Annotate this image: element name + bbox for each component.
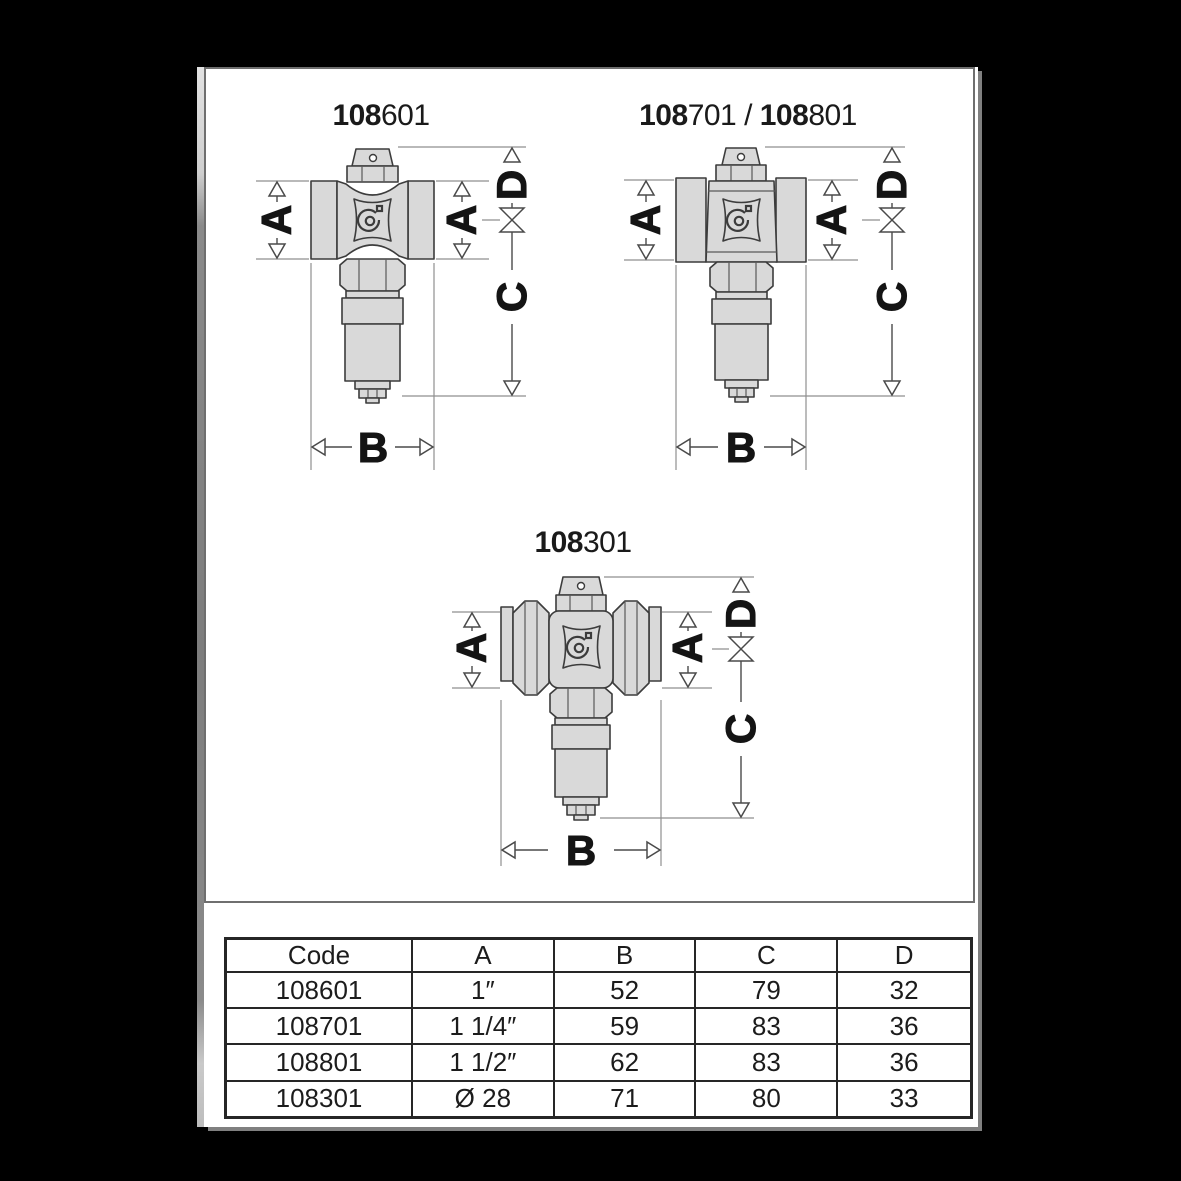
- bottom-nut: [729, 388, 754, 397]
- stem-nut: [347, 166, 398, 182]
- cartridge-cylinder: [555, 749, 607, 797]
- bottom-plate: [355, 381, 390, 389]
- drawing-title-108701-108801: 108701 / 108801: [639, 99, 857, 132]
- dim-label-a-right: A: [664, 632, 711, 664]
- stem-nut: [556, 595, 606, 611]
- table-row: [226, 1008, 972, 1044]
- logo-badge: [354, 199, 391, 241]
- bottom-nut: [567, 805, 595, 815]
- cell-c: 80: [695, 1081, 837, 1118]
- dim-label-c: C: [717, 713, 764, 745]
- cell-a: Ø 28: [412, 1081, 554, 1118]
- left-end-ring: [501, 607, 513, 681]
- dim-label-a-left: A: [448, 632, 495, 664]
- dimension-table: [224, 937, 973, 1119]
- right-end-ring: [649, 607, 661, 681]
- table-row: [226, 1044, 972, 1080]
- cell-b: 59: [554, 1008, 696, 1044]
- left-threaded-connection: [311, 181, 337, 259]
- valve-symbol-icon: [880, 208, 904, 232]
- stem-hole: [578, 583, 585, 590]
- right-threaded-connection: [408, 181, 434, 259]
- table-header-row: [226, 939, 972, 973]
- cell-code: 108301: [226, 1081, 413, 1118]
- cartridge-upper: [712, 299, 771, 324]
- cartridge-upper: [342, 298, 403, 324]
- valve-body: [501, 577, 661, 820]
- drawing-title-108301: 108301: [534, 526, 632, 559]
- stem-hole: [738, 154, 745, 161]
- union-nut: [550, 688, 612, 718]
- valve-symbol-icon: [729, 637, 753, 661]
- dim-label-a-right: A: [808, 204, 855, 236]
- cell-a: 1 1/4″: [412, 1008, 554, 1044]
- dim-label-b: B: [565, 827, 597, 874]
- table-row: [226, 1081, 972, 1118]
- header-b: B: [554, 939, 696, 973]
- valve-drawing-108701-108801: [622, 99, 915, 471]
- stem-nut: [716, 165, 766, 181]
- dim-label-a-left: A: [253, 204, 300, 236]
- bottom-nut: [359, 389, 386, 398]
- header-code: Code: [226, 939, 413, 973]
- cell-code: 108601: [226, 972, 413, 1008]
- bottom-plate: [725, 380, 758, 388]
- cell-code: 108801: [226, 1044, 413, 1080]
- cartridge-upper: [552, 725, 610, 749]
- cell-c: 79: [695, 972, 837, 1008]
- dim-label-c: C: [868, 281, 915, 313]
- header-a: A: [412, 939, 554, 973]
- union-nut: [710, 262, 773, 292]
- valve-body: [676, 148, 806, 402]
- dim-label-a-right: A: [438, 204, 485, 236]
- cell-b: 71: [554, 1081, 696, 1118]
- cartridge-cylinder: [715, 324, 768, 380]
- collar: [716, 292, 767, 299]
- right-threaded-connection: [776, 178, 806, 262]
- cell-d: 32: [837, 972, 971, 1008]
- bottom-tip: [574, 815, 588, 820]
- stem-hole: [370, 155, 377, 162]
- cell-d: 36: [837, 1008, 971, 1044]
- left-threaded-connection: [676, 178, 706, 262]
- cell-c: 83: [695, 1008, 837, 1044]
- cell-d: 33: [837, 1081, 971, 1118]
- bottom-plate: [563, 797, 599, 805]
- dim-label-c: C: [488, 281, 535, 313]
- logo-badge: [563, 626, 600, 668]
- dim-label-a-left: A: [622, 204, 669, 236]
- table-row: [226, 972, 972, 1008]
- dim-label-d: D: [488, 169, 535, 201]
- valve-symbol-icon: [500, 208, 524, 232]
- cell-d: 36: [837, 1044, 971, 1080]
- cartridge-cylinder: [345, 324, 400, 381]
- cell-a: 1″: [412, 972, 554, 1008]
- bottom-tip: [735, 397, 748, 402]
- valve-body: [311, 149, 434, 403]
- right-compression-nut: [613, 601, 649, 695]
- valve-drawing-108301: [448, 526, 764, 874]
- collar: [555, 718, 607, 725]
- header-c: C: [695, 939, 837, 973]
- dim-label-d: D: [868, 169, 915, 201]
- cell-b: 52: [554, 972, 696, 1008]
- dim-label-d: D: [717, 598, 764, 630]
- bottom-tip: [366, 398, 379, 403]
- cell-code: 108701: [226, 1008, 413, 1044]
- header-d: D: [837, 939, 971, 973]
- drawing-title-108601: 108601: [332, 99, 430, 132]
- dim-label-b: B: [725, 424, 757, 471]
- cell-a: 1 1/2″: [412, 1044, 554, 1080]
- left-compression-nut: [513, 601, 549, 695]
- collar: [346, 291, 399, 298]
- dim-label-b: B: [357, 424, 389, 471]
- cell-b: 62: [554, 1044, 696, 1080]
- valve-drawing-108601: [253, 99, 535, 471]
- cell-c: 83: [695, 1044, 837, 1080]
- logo-badge: [723, 199, 760, 241]
- union-nut: [340, 259, 405, 291]
